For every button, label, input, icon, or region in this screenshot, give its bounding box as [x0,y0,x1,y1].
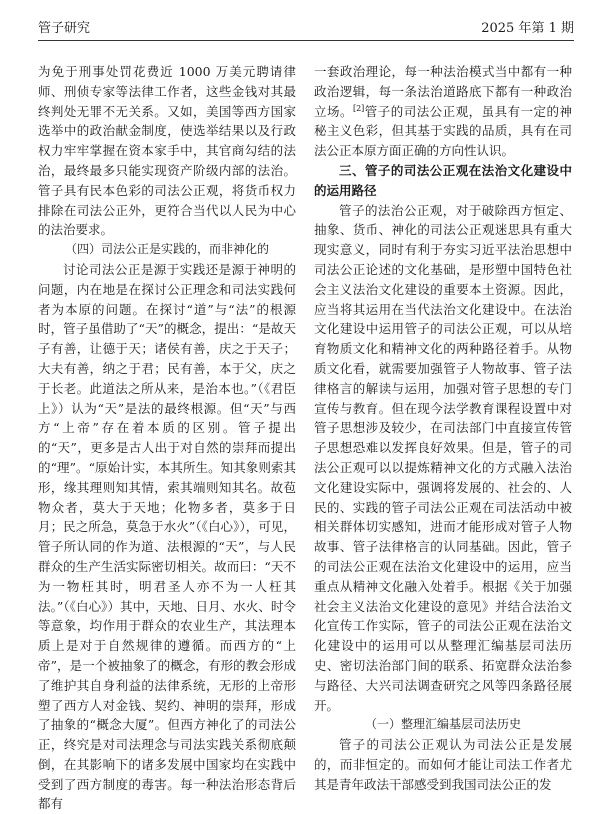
subsection-heading-1: （一）整理汇编基层司法历史 [364,717,521,732]
left-paragraph-2: 讨论司法公正是源于实践还是源于神明的问题，内在地是在探讨公正理念和司法实践何者为本原的问题。在探讨“道”与“法”的根源时，管子虽借助了“天”的概念，提出：“是故天子有善，让德于天；诸侯有善，庆之于天子；大夫有善，纳之于君；民有善，本于父，庆之于长老。此道法之所从来，是治本也。”（《君臣上》）认为“天”是法的最终根源。但“天”与西方“上帝”存在着本质的区别。管子提出的“天”，更多是古人出于对自然的崇拜而提出的“理”。“原始计实，本其所生。知其象则索其形，缘其理则知其情，索其端则知其名。故苞物众者，莫大于天地；化物多者，莫多于日月；民之所急，莫急于水火”（《白心》），可见，管子所认同的作为道、法根源的“天”，与人民群众的生产生活实际密切相关。故而曰：“天不为一物枉其时，明君圣人亦不为一人枉其法。”（《白心》）其中，天地、日月、水火、时令等意象，均作用于群众的农业生产，其法理本质上是对于自然规律的遵循。而西方的“上帝”，是一个被抽象了的概念，有形的教会形成了维护其自身利益的法律系统，无形的上帝形塑了西方人对金钱、契约、神明的崇拜，形成了抽象的“概念大厦”。但西方神化了的司法公正，终究是对司法理念与司法实践关系彻底颠倒，在其影响下的诸多发展中国家均在实践中受到了西方制度的毒害。每一种法治形态背后都有 [38,261,296,812]
right-paragraph-2: 管子的法治公正观，对于破除西方恒定、抽象、货币、神化的司法公正观迷思具有重大现实意义，同时有利于夯实习近平法治思想中司法公正论述的文化基础，是形塑中国特色社会主义法治文化建设的重要本土资源。因此，应当将其运用在当代法治文化建设中。在法治文化建设中运用管子的司法公正观，可以从培育物质文化和精神文化的两种路径着手。从物质文化看，就需要加强管子人物故事、管子法律格言的解读与运用，加强对管子思想的专门宣传与教育。但在现今法学教育课程设置中对管子思想涉及较少，在司法部门中直接宣传管子思想恐难以发挥良好效果。但是，管子的司法公正观可以以提炼精神文化的方式融入法治文化建设实际中，强调将发展的、社会的、人民的、实践的管子司法公正观在司法活动中被相关群体切实感知，进而才能形成对管子人物故事、管子法律格言的认同基础。因此，管子的司法公正观在法治文化建设中的运用，应当重点从精神文化融入处着手。根据《关于加强社会主义法治文化建设的意见》并结合法治文化宣传工作实际，管子的司法公正观在法治文化建设中的运用可以从整理汇编基层司法历史、密切法治部门间的联系、拓宽群众法治参与路径、大兴司法调查研究之风等四条路径展开。 [314,202,572,713]
section-heading-3: 三、管子的司法公正观在法治文化建设中的运用路径 [314,162,572,198]
running-header [38,18,574,41]
right-paragraph-1-text: 一套政治理论，每一种法治模式当中都有一种政治逻辑，每一条法治道路底下都有一种政治立场。 [314,64,572,119]
reference-marker: [2] [352,103,365,113]
issue-number: 2025 年第 1 期 [481,21,574,36]
subsection-heading-4: （四）司法公正是实践的，而非神化的 [64,242,269,257]
right-paragraph-1 [314,62,572,161]
journal-title: 管子研究 [38,21,91,36]
right-column [314,62,572,792]
left-column [38,62,296,812]
right-paragraph-3: 管子的司法公正观认为司法公正是发展的，而非恒定的。而如何才能让司法工作者尤其是青年政法干部感受到我国司法公正的发 [314,737,572,792]
right-paragraph-1-cont: 管子的司法公正观，虽具有一定的神秘主义色彩，但其基于实践的品质，具有在司法公正本原方面正确的方向性认识。 [314,103,572,159]
left-paragraph-1: 为免于刑事处罚花费近 1000 万美元聘请律师、刑侦专家等法律工作者，这些金钱对其最终判处无罪不无关系。又如，美国等西方国家选举中的政治献金制度，使选举结果以及行政权力牢牢掌握在资本家手中，其官商勾结的法治，最终最多只能实现资产阶级内部的法治。管子具有民本色彩的司法公正观，将货币权力排除在司法公正外，更符合当代以人民为中心的法治要求。 [38,64,296,238]
